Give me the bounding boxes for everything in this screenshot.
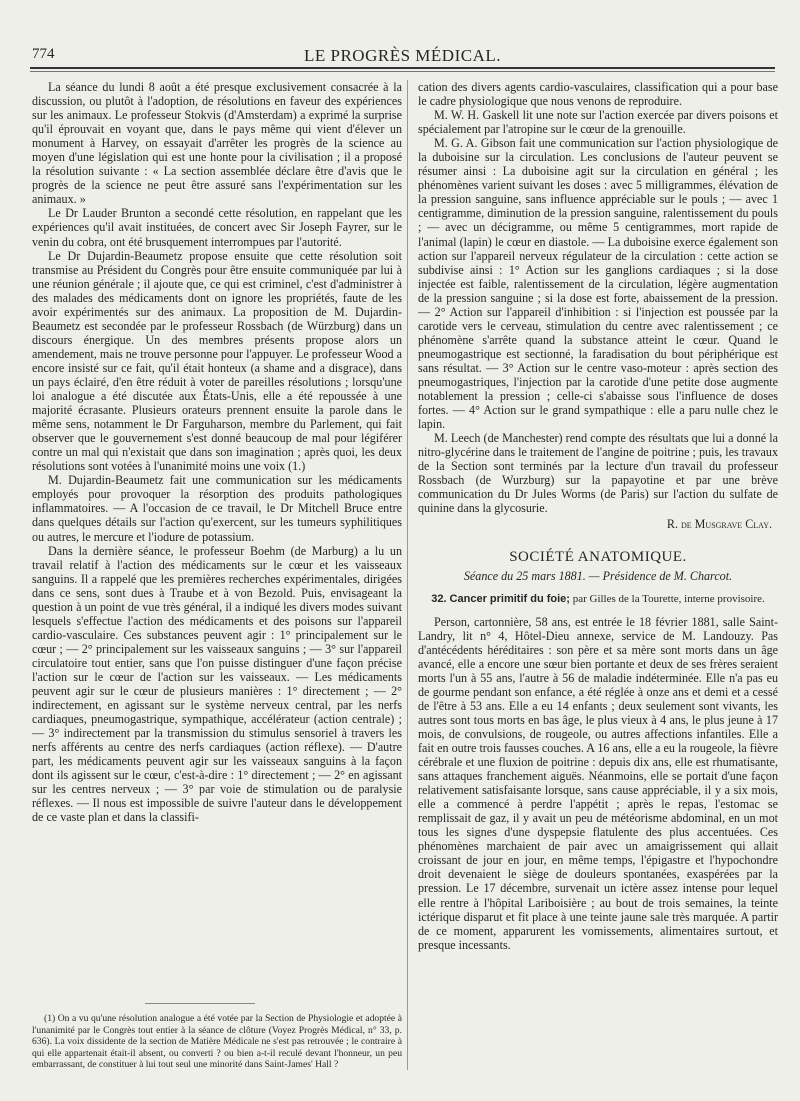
paragraph: Person, cartonnière, 58 ans, est entrée le 18 février 1881, salle Saint-Landry, lit n° 4, Hôtel-Dieu annexe, service de M. Landouzy. Pas d'antécédents héréditaires : son père et sa mère sont morts dans un âge avancé, elle a encore une sœur bien portante et deux de ses frères seraient morts l'un à 55 ans, l'autre à 56 de maladie indéterminée. Elle n'a pas eu de gourme pendant son enfance, a été réglée à onze ans et demi et a cessé de l'être à 53 ans. Elle a eu 14 enfants ; deux seulement sont vivants, les autres sont tous morts en bas âge, le plus vieux à 4 ans, le plus jeune à 17 mois, de convulsions, de rougeole, ou autres affections infantiles. Elle a fait en outre trois fausses couches. A 16 ans, elle a eu la rougeole, la fièvre cérébrale et une fluxion de poitrine : depuis dix ans, elle est rhumatisante, sans attaques franchement aiguës. Néanmoins, elle se portait d'une façon relativement satisfaisante lorsque, sans cause appréciable, il y a six mois, elle a commencé à perdre l'appétit ; après le repas, l'estomac se remplissait de gaz, il y avait un peu de météorisme abdominal, en un mot tous les signes d'une dyspepsie flatulente des plus accentuées. Ces phénomènes marchaient de pair avec un amaigrissement qui allait croissant de jour en jour, en même temps, l'épigastre et l'hypochondre droit devenaient le siège de douleurs spontanées, exaspérées par la pression. Le 17 décembre, survenait un ictère assez intense pour lequel elle rentre à l'hôpital Lariboisière ; au bout de trois semaines, la teinte ictérique disparut et fit place à une teinte jaune sale très marquée. A partir de ce moment, apparurent les vomissements, alimentaires surtout, et presque incessants. xyxy=(418,614,778,952)
page-number: 774 xyxy=(32,46,55,62)
paragraph: La séance du lundi 8 août a été presque exclusivement consacrée à la discussion, ou plutôt à l'adoption, de résolutions en faveur des expériences sur les animaux. Le professeur Stokvis (d'Amsterdam) a exprimé la surprise qu'il éprouvait en voyant que, dans le pays même qui vient d'élever un monument à Harvey, on essayait d'arrêter les progrès de la science au moyen d'une législation qui est une honte pour la civilisation ; il a proposé la résolution suivante : « La section assemblée déclare être d'avis que le progrès de la science ne peut être assuré sans l'expérimentation sur les animaux. » xyxy=(32,80,402,207)
paragraph: Le Dr Dujardin-Beaumetz propose ensuite que cette résolution soit transmise au Président du Congrès pour être ensuite communiquée par lui à une réunion générale ; il ajoute que, ce qui est criminel, c'est d'administrer à des malades des médicaments dont on ignore les propriétés, faute de les avoir expérimentés sur des animaux. La proposition de M. Dujardin-Beaumetz est secondée par le professeur Rossbach (de Würzburg) dans un discours énergique. Un des membres présents propose alors un amendement, mais ne trouve personne pour l'appuyer. Le professeur Wood a encore insisté sur ce fait, qu'il était honteux (a shame and a disgrace), dans un pays éclairé, d'en être réduit à voter de pareilles résolutions ; lorsqu'une loi analogue a été discutée aux États-Unis, elle a été repoussée à une majorité écrasante. Plusieurs orateurs prennent ensuite la parole dans le même sens, notamment le Dr Farguharson, membre du Parlement, qui fait observer que le gouvernement s'est donné beaucoup de mal pour légiférer contre un mal qui n'existait que dans son imagination ; après quoi, les deux résolutions sont votées à l'unanimité moins une voix (1.) xyxy=(32,248,402,474)
case-title: 32. Cancer primitif du foie; xyxy=(431,592,570,605)
right-column xyxy=(418,80,778,952)
paragraph: M. W. H. Gaskell lit une note sur l'action exercée par divers poisons et spécialement par l'atropine sur le cœur de la grenouille. xyxy=(418,108,778,137)
author-signature: R. de Musgrave Clay. xyxy=(666,517,772,532)
header-rule xyxy=(30,71,775,72)
paragraph: Le Dr Lauder Brunton a secondé cette résolution, en rappelant que les expériences qu'il avait instituées, de concert avec Sir Joseph Fayrer, sur le venin du cobra, ont été brusquement interrompues par l'autorité. xyxy=(32,206,402,249)
case-heading xyxy=(418,593,778,605)
page-header xyxy=(30,43,775,69)
paragraph: M. Dujardin-Beaumetz fait une communication sur les médicaments employés pour provoquer la résorption des produits pathologiques inflammatoires. — A l'occasion de ce travail, le Dr Mitchell Bruce entre dans quelques détails sur l'action qu'exercent, sur les tumeurs syphilitiques ou autres, le mercure et l'iodure de potassium. xyxy=(32,473,402,544)
left-column xyxy=(32,80,402,824)
footnote xyxy=(32,1013,402,1071)
journal-title: LE PROGRÈS MÉDICAL. xyxy=(304,46,501,65)
paragraph: M. G. A. Gibson fait une communication sur l'action physiologique de la duboisine sur la circulation. Les conclusions de l'auteur peuvent se résumer ainsi : La duboisine agit sur la circulation en général ; les phénomènes varient suivant les doses : avec 5 milligrammes, élévation de la pression sanguine, sans influence appréciable sur le pouls ; — avec 1 centigramme, diminution de la pression sanguine, ralentissement du pouls ; — avec un décigramme, ou même 5 centigrammes, mort rapide de l'animal (lapin) le cœur en diastole. — La duboisine exerce également son action sur l'appareil nerveux régulateur de la circulation : cette action se subdivise ainsi : 1° Action sur les ganglions cardiaques ; si la dose injectée est faible, ralentissement de la circulation, légère augmentation de la pression sanguine ; si la dose est forte, abaissement de la pression. — 2° Action sur l'appareil d'inhibition : si l'injection est poussée par la carotide vers le cerveau, stimulation du centre avec ralentissement ; ce phénomène s'arrête quand la substance atteint le cœur. Quand le pneumogastrique est sectionné, la faradisation du bout périphérique est sans résultat. — 3° Action sur le centre vaso-moteur : après section des pneumogastriques, l'injection par la carotide d'une petite dose augmente notablement la pression ; celle-ci s'abaisse sous l'influence de doses fortes. — 4° Action sur le grand sympathique : elle a paru nulle chez le lapin. xyxy=(418,136,778,432)
case-author: par Gilles de la Tourette, interne provisoire. xyxy=(572,592,765,605)
paragraph: cation des divers agents cardio-vasculaires, classification qui a pour base le cadre physiologique que nous venons de reproduire. xyxy=(418,80,778,109)
footnote-rule xyxy=(145,1003,255,1004)
paragraph: M. Leech (de Manchester) rend compte des résultats que lui a donné la nitro-glycérine dans le traitement de l'angine de poitrine ; puis, les travaux de la Section sont terminés par la lecture d'un travail du professeur Rossbach (de Wurzburg) sur la papayotine et par une brève communication du Dr Jules Worms (de Paris) sur l'action du sulfate de quinine dans la glycosurie. xyxy=(418,431,778,516)
footnote-text: (1) On a vu qu'une résolution analogue a été votée par la Section de Physiologie et adoptée à l'unanimité par le Congrès tout entier à la séance de clôture (Voyez Progrès Médical, n° 33, p. 636). La voix dissidente de la section de Matière Médicale ne s'est pas retrouvée ; le contraire à qui elle appartenait était-il absent, ou converti ? ou bien a-t-il reculé devant l'honneur, un peu embarrassant, de constituer à lui tout seul une minorité dans Saint-James' Hall ? xyxy=(32,1013,402,1071)
section-title: SOCIÉTÉ ANATOMIQUE. xyxy=(509,548,687,565)
column-divider xyxy=(407,80,408,1070)
paragraph: Dans la dernière séance, le professeur Boehm (de Marburg) a lu un travail relatif à l'action des médicaments sur le cœur et les vaisseaux sanguins. Il a rappelé que les premières recherches expérimentales, dirigées dans ce sens, sont dues à Traube et à von Bezold. Puis, envisageant la question à un point de vue très général, il a indiqué les divers modes suivant lesquels s'effectue l'action des médicaments et des poisons sur l'appareil cardio-vasculaire. Ces substances peuvent agir : 1° principalement sur le cœur ; — 2° principalement sur les vaisseaux sanguins ; — 3° sur l'appareil circulatoire tout entier, sans que l'on puisse distinguer d'une façon précise l'action sur le cœur de l'action sur les vaisseaux. — Les médicaments peuvent agir sur le cœur de plusieurs manières : 1° directement ; — 2° indirectement, en agissant sur le système nerveux central, par les nerfs cardiaques, pneumogastrique, sympathique, accélérateur (action centrale) ; — 3° indirectement par la transmission du stimulus sensoriel à travers les nerfs afférents au centre des nerfs cardiaques (action réflexe). — D'autre part, les médicaments peuvent agir sur les vaisseaux sanguins à la façon dont ils agissent sur le cœur, c'est-à-dire : 1° directement ; — 2° en agissant sur les centres nerveux ; — 3° par voie de stimulation ou de paralysie réflexes. — Il nous est impossible de suivre l'auteur dans le développement de ce vaste plan et dans la classifi- xyxy=(32,543,402,825)
session-line: Séance du 25 mars 1881. — Présidence de M. Charcot. xyxy=(463,568,733,583)
